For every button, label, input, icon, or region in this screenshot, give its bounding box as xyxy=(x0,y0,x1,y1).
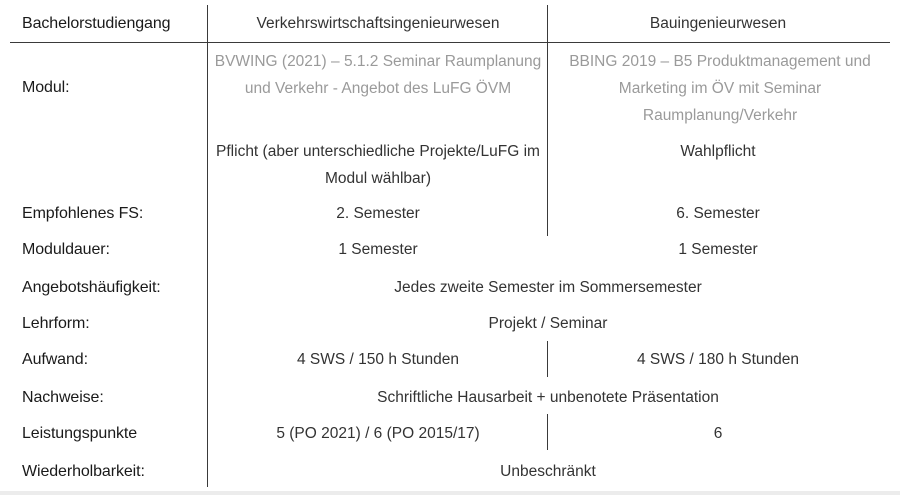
row-label-punkte: Leistungspunkte xyxy=(22,425,138,442)
dauer-col1: 1 Semester xyxy=(338,241,418,258)
header-col-bauingenieur: Bauingenieurwesen xyxy=(649,15,787,32)
art-col1: Pflicht (aber unterschiedliche Projekte/LuFG im Modul wählbar) xyxy=(216,143,540,187)
row-label-aufwand: Aufwand: xyxy=(22,351,88,368)
row-label-haeufigkeit: Angebotshäufigkeit: xyxy=(22,279,161,296)
row-label-dauer: Moduldauer: xyxy=(22,241,110,258)
header-divider xyxy=(10,42,890,43)
modul-col2: BBING 2019 – B5 Produktmanagement und Marketing im ÖV mit Seminar Raumplanung/Verkehr xyxy=(569,53,871,124)
modul-col1: BVWING (2021) – 5.1.2 Seminar Raumplanung und Verkehr - Angebot des LuFG ÖVM xyxy=(214,53,542,97)
row-label-modul: Modul: xyxy=(22,79,70,96)
dauer-col2: 1 Semester xyxy=(678,241,758,258)
lehrform-value: Projekt / Seminar xyxy=(488,315,608,332)
header-label: Bachelorstudiengang xyxy=(22,15,171,32)
punkte-col2: 6 xyxy=(713,425,723,442)
fs-col1: 2. Semester xyxy=(336,205,420,222)
row-label-nachweise: Nachweise: xyxy=(22,389,104,406)
nachweise-value: Schriftliche Hausarbeit + unbenotete Präsentation xyxy=(377,389,719,406)
aufwand-col2: 4 SWS / 180 h Stunden xyxy=(637,351,799,368)
row-label-fs: Empfohlenes FS: xyxy=(22,205,144,222)
row-label-wiederholbarkeit: Wiederholbarkeit: xyxy=(22,463,145,480)
aufwand-col1: 4 SWS / 150 h Stunden xyxy=(297,351,459,368)
punkte-col1: 5 (PO 2021) / 6 (PO 2015/17) xyxy=(276,425,480,442)
wiederholbarkeit-value: Unbeschränkt xyxy=(500,463,596,480)
art-col2: Wahlpflicht xyxy=(680,143,756,160)
bottom-edge-strip xyxy=(0,491,900,495)
row-label-lehrform: Lehrform: xyxy=(22,315,90,332)
header-col-verkehrswirtschaft: Verkehrswirtschaftsingenieurwesen xyxy=(256,15,500,32)
fs-col2: 6. Semester xyxy=(676,205,760,222)
haeufigkeit-value: Jedes zweite Semester im Sommersemester xyxy=(394,279,702,296)
